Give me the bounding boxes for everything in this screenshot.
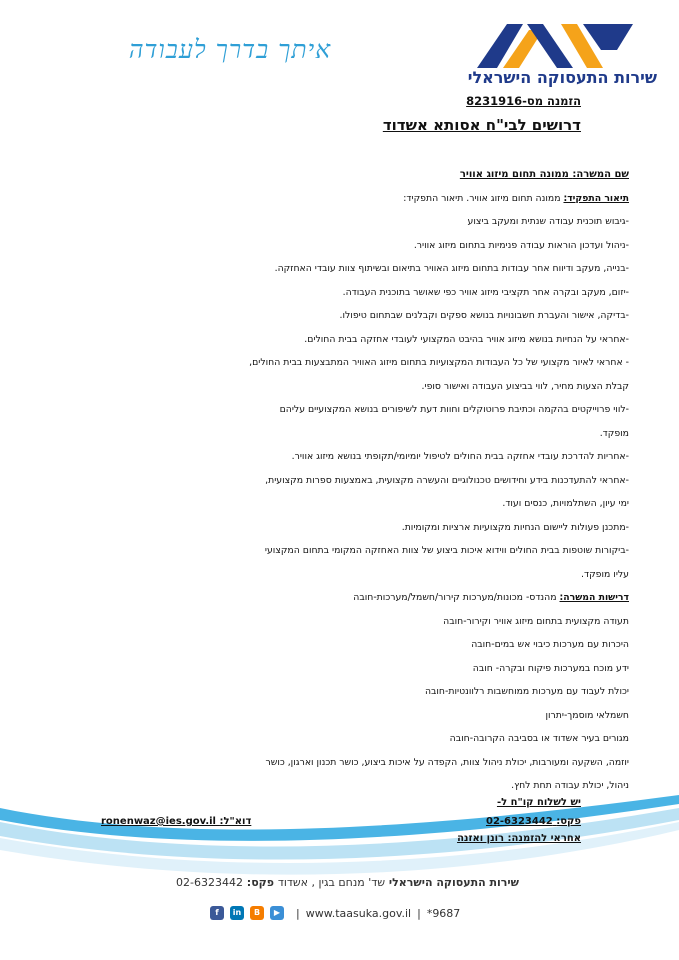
responsible-contact: אחראי להזמנה: רונן ואזנה — [457, 833, 581, 844]
duty-item: -מתכנן פעולות ליישום הנחיות מקצועיות ארציות ומקומיות. — [401, 521, 629, 533]
facebook-icon[interactable]: f — [210, 906, 224, 920]
order-number: הזמנה מס-8231916 — [466, 94, 581, 108]
job-title-label: שם המשרה: — [572, 169, 629, 180]
page-title: דרושים לבי"ח אסותא אשדוד — [382, 116, 581, 134]
separator: | — [296, 906, 300, 920]
duty-item: -אחראי על הנחיות בנושא מיזוג אוויר בהיבט המקצועי לעובדי אחזקה בבית החולים. — [304, 333, 629, 345]
logo-text: שירות התעסוקה הישראלי — [467, 68, 657, 87]
description-label: תיאור התפקיד: — [563, 192, 629, 204]
email-link[interactable]: ronenwaz@ies.gov.il — [101, 816, 216, 827]
duty-item: -אחריות להדרכת עובדי אחזקה בבית החולים לטיפול יומיומי/תקופתי בנושא מיזוג אוויר. — [291, 451, 629, 462]
duty-item: - אחראי לאיור מקצועי של כל העבודות המקצועיות בתחום מיזוג האוויר המתבצעות בבית החולים, — [249, 357, 629, 368]
youtube-icon[interactable]: ▶ — [270, 906, 284, 920]
job-title-value: ממונה תחום מיזוג אוויר — [459, 169, 569, 180]
duty-item: -ניהול ועדכון הוראות עבודה פנימיות בתחום מיזוג אוויר. — [413, 239, 629, 251]
footer-org: שירות התעסוקה הישראלי — [388, 876, 519, 889]
job-content — [49, 163, 629, 798]
separator: | — [417, 906, 421, 920]
description-line — [49, 187, 629, 211]
duty-item: -אחראי להתעדכנות בידע וחידושים טכנולוגיים והעשרה מקצועית, באמצעות ספרות מקצועית, — [265, 474, 629, 486]
fax-label: פקס: — [556, 816, 581, 827]
duty-item: -גיבוש תוכנית עבודה שנתית ומעקב ביצוע — [467, 216, 629, 227]
job-title-line — [49, 163, 629, 187]
duty-item: ימי עיון, השתלמויות, כנסים ועוד. — [502, 498, 629, 509]
requirement-item: יוזמה, השקעה ומעורבות, יכולת ניהול צוות, הקפדה על איכות ביצוע, כושר תכנון וארגון, כושר — [265, 756, 629, 768]
send-row — [101, 796, 581, 810]
requirements-list — [49, 610, 629, 798]
fax-info — [486, 815, 581, 829]
footer-address — [176, 876, 519, 889]
fax-value: 02-6323442 — [485, 816, 553, 827]
duty-item: -בדיקה, אישור והעברת חשבונויות בנושא ספקים וקבלנים שבתחום טיפולו. — [339, 310, 629, 321]
duties-list — [49, 210, 629, 586]
linkedin-icon[interactable]: in — [230, 906, 244, 920]
description-intro: ממונה תחום מיזוג אוויר. תיאור התפקיד: — [403, 192, 561, 204]
email-label: דוא"ל: — [219, 816, 252, 827]
duty-item: עליו מופקד. — [581, 568, 629, 580]
footer-street: שד' מנחם בגין , אשדוד — [277, 876, 386, 889]
phone-number: *9687 — [426, 906, 461, 920]
requirements-line — [49, 586, 629, 610]
requirement-item: מגורים בעיר אשדוד או בסביבה הקרובה-חובה — [449, 733, 629, 744]
duty-item: -ביקורות שוטפות בבית החולים ווידוא איכות ביצוע של צוות האחזקה המקומי בתחום המקצועי — [264, 545, 629, 556]
contact-block — [101, 796, 581, 846]
responsible-row — [101, 832, 581, 846]
requirements-label: דרישות המשרה: — [559, 592, 629, 603]
footer-fax-value: 02-6323442 — [175, 876, 243, 889]
requirements-intro: מהנדס- מכונות/מערכות קירור/חשמל/מערכות-חובה — [353, 592, 557, 603]
website-link[interactable]: www.taasuka.gov.il — [305, 906, 412, 920]
fax-email-row — [101, 815, 581, 829]
requirement-item: חשמלאי מוסמך-יתרון — [545, 709, 629, 721]
duty-item: -בנייה, מעקב ודיווח אחר עבודות בתחום מיזוג האוויר בתיאום ובשיתוף צוות עובדי האחזקה. — [274, 263, 629, 274]
duty-item: קבלת הצעות מחיר, לווי בביצוע העבודה ואישור סופי. — [421, 380, 629, 392]
duty-item: -לווי פרוייקטים בהקמה וכתיבת פרוטוקלים וחוות דעת לשיפורים בנושא המקצועיים עליהם — [279, 404, 629, 415]
requirement-item: היכרות עם מערכות כיבוי אש במים-חובה — [471, 639, 629, 650]
logo — [457, 20, 657, 100]
send-label: יש לשלוח קו"ח ל- — [496, 797, 581, 808]
logo-mark-icon — [457, 20, 637, 72]
footer-web — [210, 906, 460, 920]
requirement-item: ידע מוכח במערכות פיקוח ובקרה- חובה — [472, 662, 629, 674]
email-info — [101, 815, 251, 829]
slogan: איתך בדרך לעבודה — [128, 35, 332, 64]
blogger-icon[interactable]: B — [250, 906, 264, 920]
duty-item: -יזום, מעקב ובקרה אחר תקציבי מיזוג אוויר כפי שאושר בתוכנית העבודה. — [342, 286, 629, 298]
requirement-item: תעודה מקצועית בתחום מיזוג אוויר וקירור-חובה — [443, 615, 629, 627]
footer-fax-label: פקס: — [246, 876, 275, 889]
requirement-item: יכולת לעבוד עם מערכות ממוחשבות רלוונטיות-חובה — [424, 686, 629, 697]
duty-item: מופקד. — [599, 427, 629, 439]
requirement-item: ניהול, יכולת עבודה תחת לחץ. — [511, 780, 629, 791]
